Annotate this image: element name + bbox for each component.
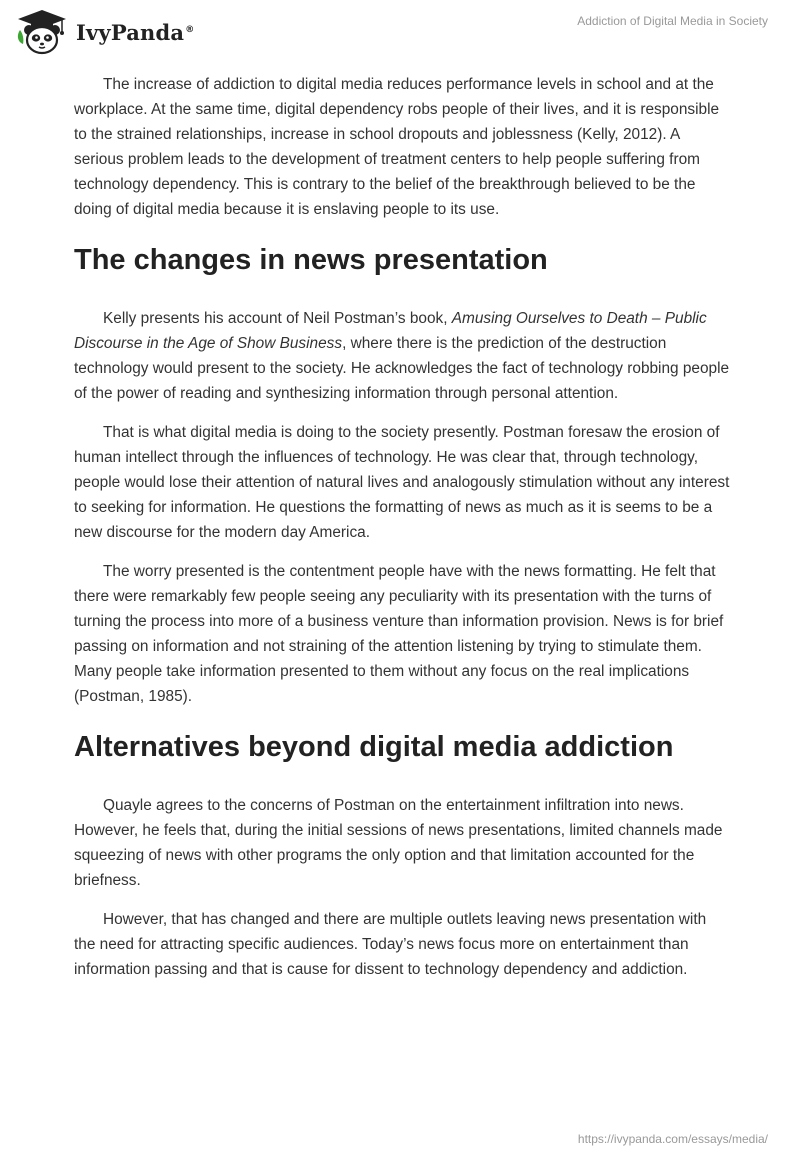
paragraph-2-lead: Kelly presents his account of Neil Postman’s book, (103, 310, 452, 327)
essay-body (74, 72, 730, 996)
paragraph-2 (74, 306, 730, 406)
panda-graduate-icon (14, 8, 70, 56)
page-header (0, 0, 800, 60)
document-title: Addiction of Digital Media in Society (577, 14, 768, 28)
paragraph-3: That is what digital media is doing to the society presently. Postman foresaw the erosion of human intellect through the influences of technology. He was clear that, through technology, people would lose their attention of natural lives and analogously stimulation without any interest to seeking for information. He questions the formatting of news as much as it is seems to be a new discourse for the modern day America. (74, 424, 730, 541)
paragraph-2-rest: , where there is the prediction of the destruction technology would present to the society. He acknowledges the fact of technology robbing people of the power of reading and synthesizing information through personal attention. (74, 335, 730, 402)
section-heading-alternatives: Alternatives beyond digital media addiction (74, 731, 674, 763)
logo-wordmark: IvyPanda® (76, 19, 195, 45)
paragraph-1: The increase of addiction to digital media reduces performance levels in school and at the workplace. At the same time, digital dependency robs people of their lives, and it is responsible to the strained relationships, increase in school dropouts and joblessness (Kelly, 2012). A serious problem leads to the development of treatment centers to help people suffering from technology dependency. This is contrary to the belief of the breakthrough believed to be the doing of digital media because it is enslaving people to its use. (74, 76, 720, 218)
paragraph-5: Quayle agrees to the concerns of Postman on the entertainment infiltration into news. However, he feels that, during the initial sessions of news presentations, limited channels made squeezing of news with other programs the only option and that limitation accounted for the briefness. (74, 797, 723, 889)
source-url[interactable]: https://ivypanda.com/essays/media/ (577, 1132, 768, 1146)
section-heading-news-presentation: The changes in news presentation (74, 244, 548, 276)
registered-mark: ® (185, 24, 195, 35)
ivypanda-logo[interactable] (14, 8, 194, 56)
paragraph-4: The worry presented is the contentment people have with the news formatting. He felt that there were remarkably few people seeing any peculiarity with its presentation with the turns of turning the process into more of a business venture than information provision. News is for brief passing on information and not straining of the attention listening by trying to stimulate them. Many people take information presented to them without any focus on the real implications (Postman, 1985). (74, 563, 724, 705)
paragraph-6: However, that has changed and there are multiple outlets leaving news presentation with the need for attracting specific audiences. Today’s news focus more on entertainment than information passing and that is cause for dissent to technology dependency and addiction. (74, 911, 707, 978)
book-title: Amusing Ourselves to Death – Public Discourse in the Age of Show Business (74, 310, 707, 352)
